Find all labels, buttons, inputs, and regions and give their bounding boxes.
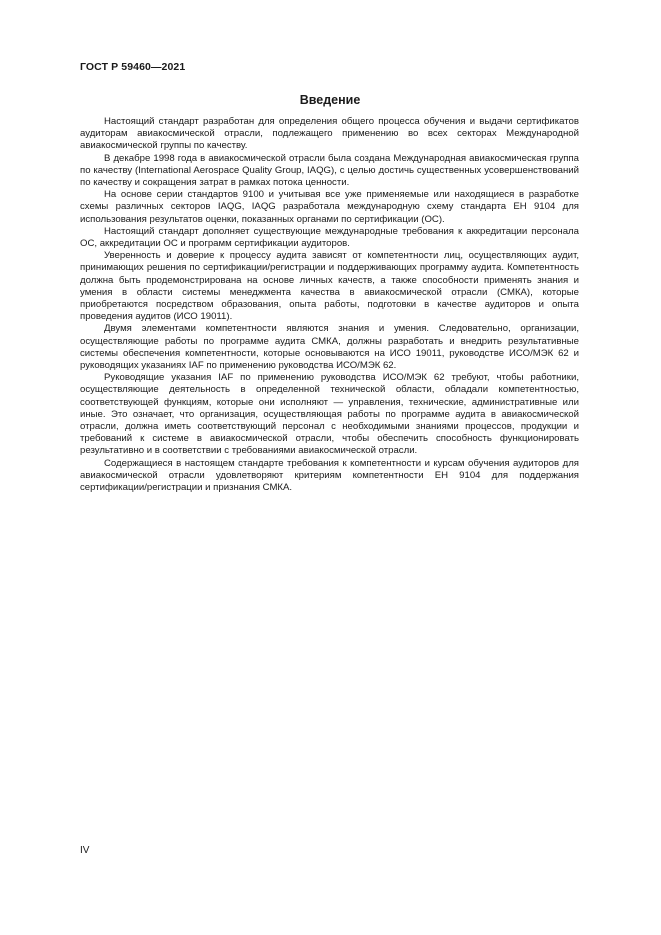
paragraph-1: Настоящий стандарт разработан для определения общего процесса обучения и выдачи сертификатов аудиторам авиакосмической отрасли, подлежащего применению во всех секторах Международной авиакосмической группы по качеству.	[80, 116, 579, 152]
section-body	[80, 116, 579, 494]
paragraph-5: Уверенность и доверие к процессу аудита зависят от компетентности лиц, осуществляющих аудит, принимающих решения по сертификации/регистрации и поддерживающих программу аудита. Компетентность должна быть продемонстрирована на основе личных качеств, а также способности применять знания и умения в области системы менеджмента качества в авиакосмической отрасли (СМКА), которые приобретаются посредством образования, опыта работы, подготовки в качестве аудиторов и опыта проведения аудитов (ИСО 19011).	[80, 250, 579, 323]
paragraph-6: Двумя элементами компетентности являются знания и умения. Следовательно, организации, осуществляющие работы по программе аудита СМКА, должны разработать и внедрить результативные системы обеспечения компетентности, которые основываются на ИСО 19011, руководстве ИСО/МЭК 62 и руководящих указаниях IAF по применению руководства ИСО/МЭК 62.	[80, 323, 579, 372]
page-number: IV	[80, 845, 90, 856]
paragraph-4: Настоящий стандарт дополняет существующие международные требования к аккредитации персонала ОС, аккредитации ОС и программ сертификации аудиторов.	[80, 225, 579, 250]
paragraph-3: На основе серии стандартов 9100 и учитывая все уже применяемые или находящиеся в разработке схемы различных секторов IAQG, IAQG разработала международную схему стандарта ЕН 9104 для использования результатов оценки, показанных органами по сертификации (ОС).	[80, 189, 579, 225]
paragraph-7: Руководящие указания IAF по применению руководства ИСО/МЭК 62 требуют, чтобы работники, осуществляющие деятельность в определенной технической области, обладали компетентностью, соответствующей функциям, которые они исполняют — управления, технические, административные или иные. Это означает, что организация, осуществляющая работы по программе аудита в авиакосмической отрасли, должна иметь соответствующий персонал с необходимыми знаниями процессов, продукции и требований к системе в авиакосмической отрасли, чтобы обеспечить способность функционировать результативно и в соответствии с требованиями авиакосмической отрасли.	[80, 372, 579, 457]
paragraph-8: Содержащиеся в настоящем стандарте требования к компетентности и курсам обучения аудиторов для авиакосмической отрасли удовлетворяют критериям компетентности ЕН 9104 для поддержания сертификации/регистрации и признания СМКА.	[80, 457, 579, 494]
section-title: Введение	[299, 93, 361, 107]
paragraph-2: В декабре 1998 года в авиакосмической отрасли была создана Международная авиакосмическая группа по качеству (International Aerospace Quality Group, IAQG), с целью достичь существенных усовершенствований по качеству и сокращения затрат в рамках потока ценности.	[80, 152, 579, 189]
standard-code-header: ГОСТ Р 59460—2021	[80, 61, 186, 73]
